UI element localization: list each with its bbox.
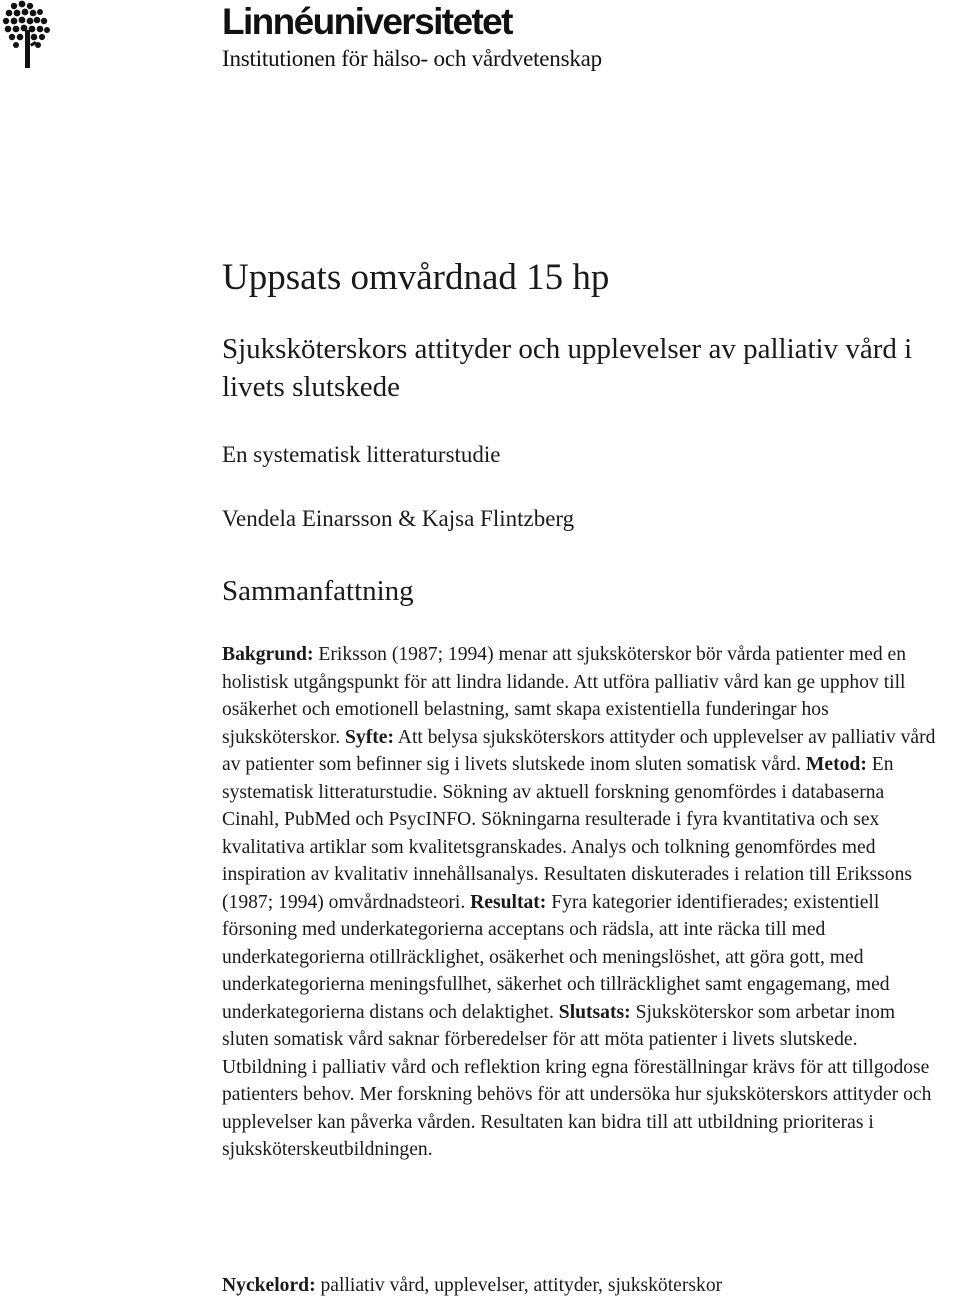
document-type: Uppsats omvårdnad 15 hp [222,257,610,298]
keywords-text: palliativ vård, upplevelser, attityder, sjuksköterskor [315,1275,723,1296]
resultat-label: Resultat: [470,891,547,913]
bakgrund-text: Eriksson (1987; 1994) menar att sjuksköterskor bör vårda patienter med en holistisk utgångspunkt för att lindra lidande. Att utföra palliativ vård kan ge upphov till osäkerhet och emotionell belastning, samt skapa existentiella funderingar hos sjuksköterskor. [222,644,907,748]
document-subtitle: En systematisk litteraturstudie [222,442,501,467]
keywords [222,1272,946,1300]
slutsats-text: Sjuksköterskor som arbetar inom sluten somatisk vård saknar förberedelser för att möta patienter i livets slutskede. Utbildning i palliativ vård och reflektion kring egna föreställningar krävs för att tillgodose patienters behov. Mer forskning behövs för att undersöka hur sjuksköterskors attityder och upplevelser kan påverka vården. Resultaten kan bidra till att utbildning prioriteras i sjuksköterskeutbildningen. [222,1001,932,1160]
metod-label: Metod: [805,754,867,775]
document-authors: Vendela Einarsson & Kajsa Flintzberg [222,506,575,531]
document-title: Sjuksköterskors attityder och upplevelser av palliativ vård i livets slutskede [222,333,913,403]
syfte-label: Syfte: [345,726,394,748]
metod-text: En systematisk litteraturstudie. Sökning av aktuell forskning genomfördes i databaserna Cinahl, PubMed och PsycINFO. Sökningarna resulterade i fyra kvantitativa och sex kvalitativa artiklar som kvalitetsgranskades. Analys och tolkning genomfördes med inspiration av kvalitativ innehållsanalys. Resultaten diskuterades i relation till Erikssons (1987; 1994) omvårdnadsteori. [222,754,913,913]
bakgrund-label: Bakgrund: [222,644,314,665]
abstract-body [222,641,946,1164]
tree-logo-icon [2,0,54,68]
department-name: Institutionen för hälso- och vårdvetenskap [222,46,602,71]
abstract-heading: Sammanfattning [222,575,414,607]
keywords-label: Nyckelord: [222,1275,316,1296]
university-name: Linnéuniversitetet [222,1,512,42]
syfte-text: Att belysa sjuksköterskors attityder och upplevelser av palliativ vård av patienter som befinner sig i livets slutskede inom sluten somatisk vård. [222,726,936,775]
resultat-text: Fyra kategorier identifierades; existentiell försoning med underkategorierna acceptans och rädsla, att inte räcka till med underkategorierna otillräcklighet, osäkerhet och meningslöshet, att göra gott, med underkategorierna meningsfullhet, säkerhet och tillräcklighet samt engagemang, med underkategorierna distans och delaktighet. [222,891,890,1023]
slutsats-label: Slutsats: [558,1001,631,1023]
